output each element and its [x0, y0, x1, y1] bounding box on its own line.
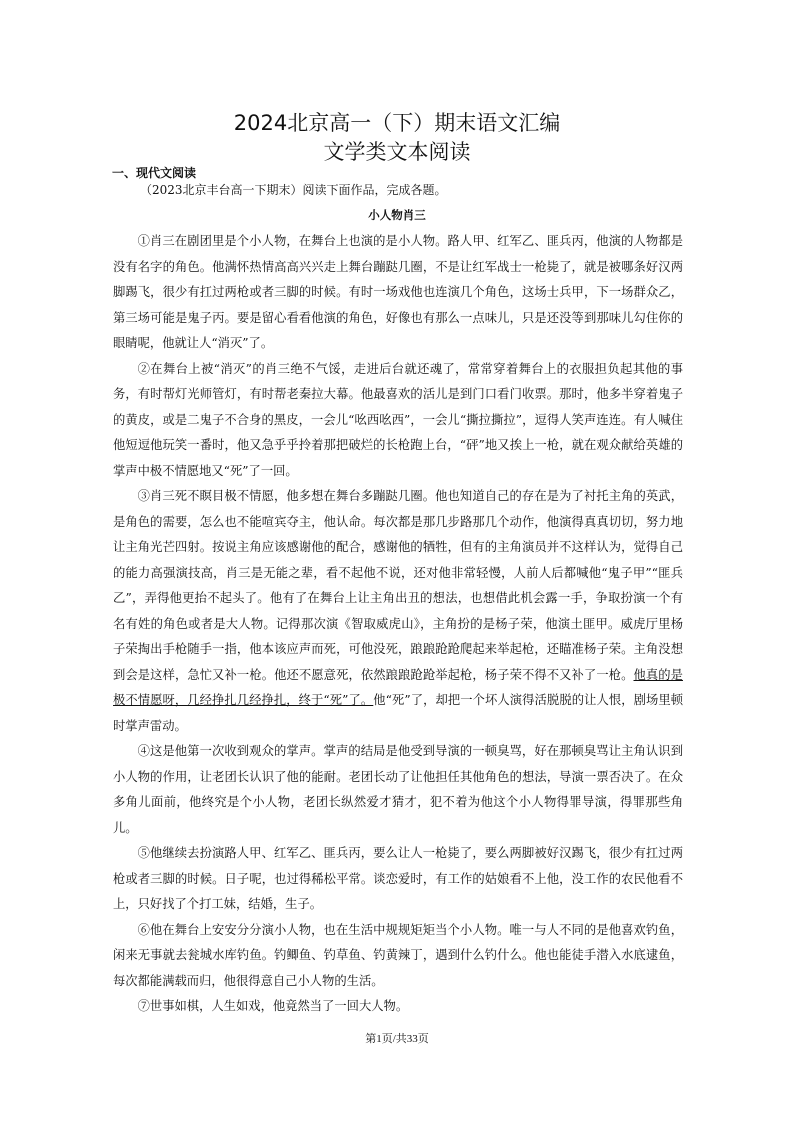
passage-body — [113, 229, 683, 1020]
paragraph-3 — [113, 484, 683, 739]
document-title: 2024北京高一（下）期末语文汇编 — [233, 111, 561, 135]
paragraph-3-text: ③肖三死不瞑目极不情愿，他多想在舞台多蹦跶几圈。他也知道自己的存在是为了衬托主角的英武，是角色的需要，怎么也不能喧宾夺主，他认命。每次都是那几步路那几个动作，他演得真真切切，努力地让主角光芒四射。按说主角应该感谢他的配合，感谢他的牺牲，但有的主角演员并不这样认为，觉得自己的能力高强演技高，肖三是无能之辈，看不起他不说，还对他非常轻慢，人前人后都喊他“鬼子甲”“匪兵乙”，弄得他更抬不起头了。他有了在舞台上让主角出丑的想法，也想借此机会露一手，争取扮演一个有名有姓的角色或者是大人物。记得那次演《智取威虎山》，主角扮的是杨子荣，他演土匪甲。威虎厅里杨子荣掏出手枪随手一指，他本该应声而死，可他没死，踉踉跄跄爬起来举起枪，还瞄准杨子荣。主角没想到会是这样，急忙又补一枪。他还不愿意死，依然踉踉跄跄举起枪，杨子荣不得不又补了一枪。 — [113, 489, 683, 682]
paragraph-7: ⑦世事如棋，人生如戏，他竟然当了一回大人物。 — [137, 999, 409, 1013]
paragraph-4: ④这是他第一次收到观众的掌声。掌声的结局是他受到导演的一顿臭骂，好在那顿臭骂让主角认识到小人物的作用，让老团长认识了他的能耐。老团长动了让他担任其他角色的想法，导演一票否决了。在众多角儿面前，他终究是个小人物，老团长纵然爱才猜才，犯不着为他这个小人物得罪导演，得罪那些角儿。 — [113, 744, 683, 835]
section-heading: 一、现代文阅读 — [112, 166, 197, 180]
source-note: （2023北京丰台高一下期末）阅读下面作品，完成各题。 — [140, 183, 447, 197]
paragraph-6: ⑥他在舞台上安安分分演小人物，也在生活中规规矩矩当个小人物。唯一与人不同的是他喜欢钓鱼，闲来无事就去瓮城水库钓鱼。钓鲫鱼、钓草鱼、钓黄辣丁，遇到什么钓什么。他也能徒手潜入水底逮鱼，每次都能满载而归，他很得意自己小人物的生活。 — [113, 922, 683, 988]
document-subtitle: 文学类文本阅读 — [323, 140, 471, 164]
page-number: 第1页/共33页 — [365, 1033, 429, 1045]
paragraph-5: ⑤他继续去扮演路人甲、红军乙、匪兵丙，要么让人一枪毙了，要么两脚被好汉踢飞，很少有扛过两枪或者三脚的时候。日子呢，也过得稀松平常。谈恋爱时，有工作的姑娘看不上他，没工作的农民他看不上，只好找了个打工妹，结婚，生子。 — [113, 846, 683, 911]
passage-title: 小人物肖三 — [368, 208, 426, 222]
underlined-sentence: 他真的是极不情愿呀，几经挣扎几经挣扎，终于“死”了。 — [113, 667, 683, 707]
paragraph-3-ending: 他“死”了，却把一个坏人演得活脱脱的让人恨，剧场里顿时掌声雷动。 — [113, 693, 684, 733]
paragraph-1: ①肖三在剧团里是个小人物，在舞台上也演的是小人物。路人甲、红军乙、匪兵丙，他演的人物都是没有名字的角色。他满怀热情高高兴兴走上舞台蹦跶几圈，不是让红军战士一枪毙了，就是被哪条好汉两脚踢飞，很少有扛过两枪或者三脚的时候。有时一场戏他也连演几个角色，这场士兵甲，下一场群众乙，第三场可能是鬼子丙。要是留心看看他演的角色，好像也有那么一点味儿，只是还没等到那味儿勾住你的眼睛呢，他就让人“消灭”了。 — [113, 234, 683, 350]
paragraph-2: ②在舞台上被“消灭”的肖三绝不气馁，走进后台就还魂了，常常穿着舞台上的衣服担负起其他的事务，有时帮灯光师管灯，有时帮老秦拉大幕。他最喜欢的活儿是到门口看门收票。那时，他多半穿着鬼子的黄皮，或是二鬼子不合身的黑皮，一会儿“吆西吆西”，一会儿“撕拉撕拉”，逗得人笑声连连。有人喊住他短逗他玩笑一番时，他又急乎乎拎着那把破烂的长枪跑上台，“砰”地又挨上一枪，就在观众献给英雄的掌声中极不情愿地又“死”了一回。 — [113, 361, 683, 478]
